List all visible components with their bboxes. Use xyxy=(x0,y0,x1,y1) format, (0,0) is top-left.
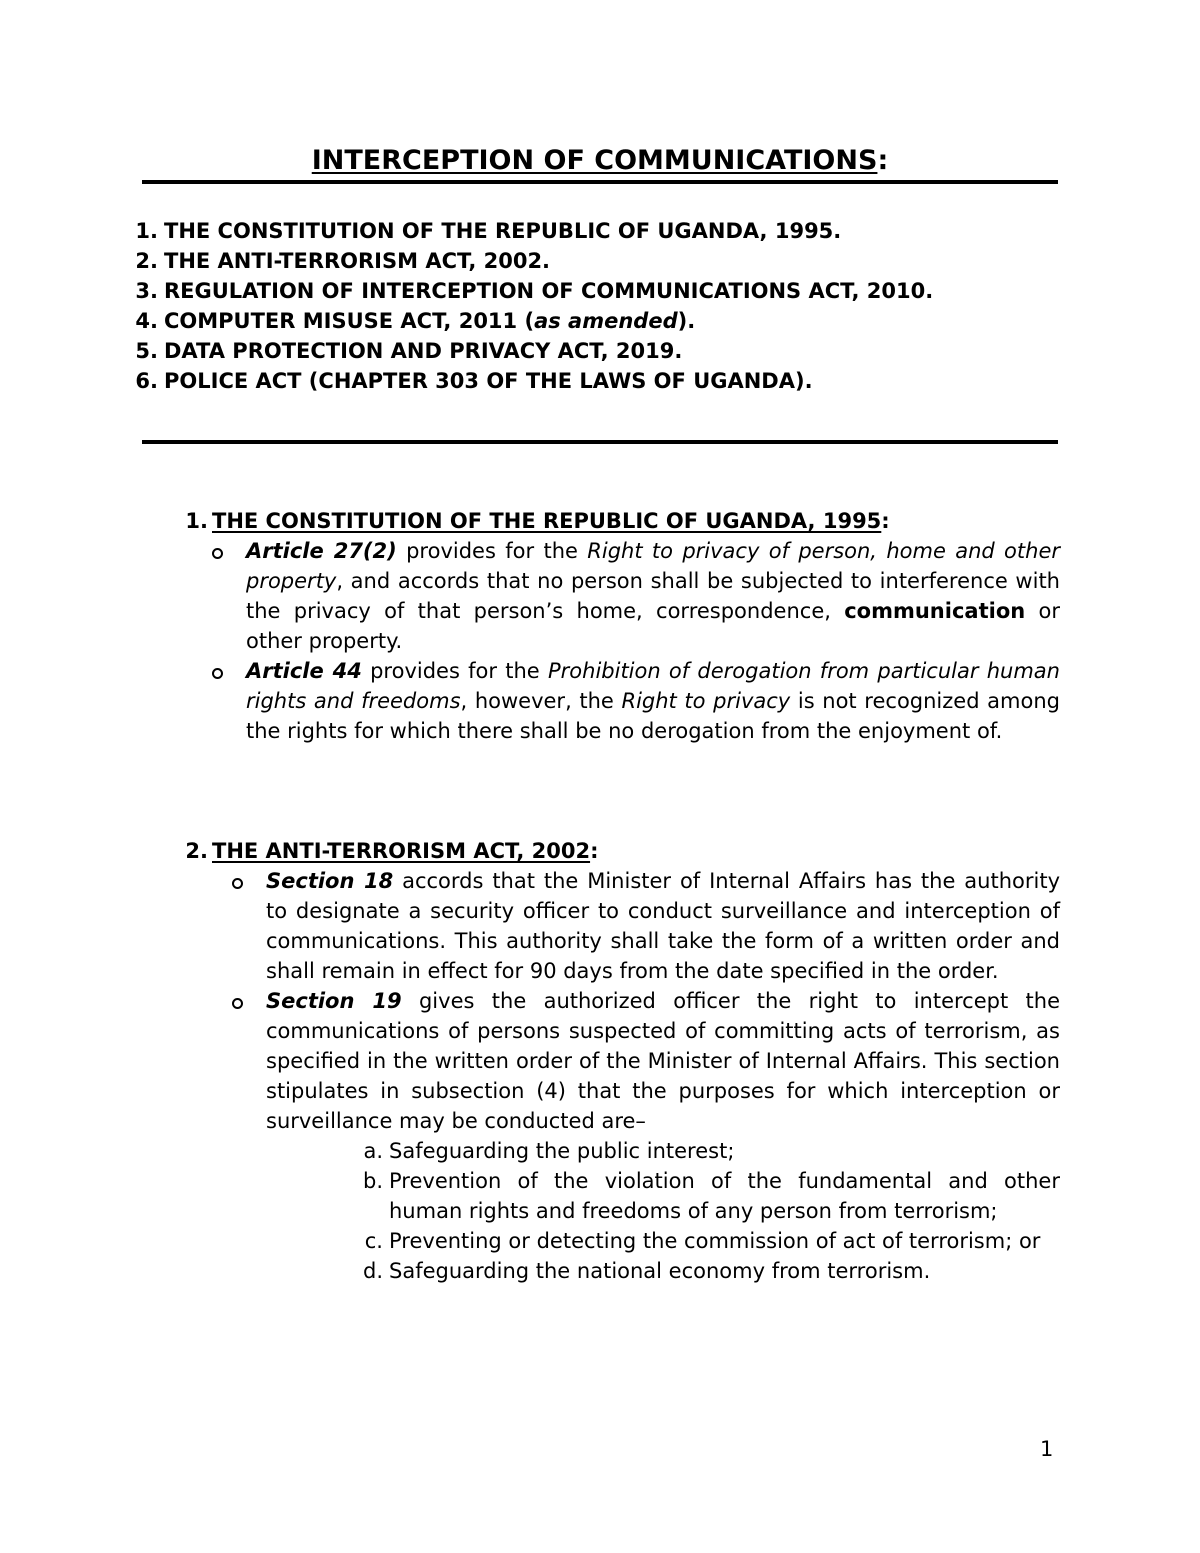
bullet-reference: Section 18 xyxy=(266,869,394,893)
act-list-item xyxy=(118,306,1078,336)
act-list-item xyxy=(118,276,1078,306)
bullet-text: accords that the Minister of Internal Affairs has the authority to designate a security officer to conduct surveillance and interception of communications. This authority shall take the form of a written order and shall remain in effect for 90 days from the date specified in the order. xyxy=(266,869,1060,983)
purpose-text: Preventing or detecting the commission of act of terrorism; or xyxy=(389,1229,1041,1253)
section-heading-colon: : xyxy=(881,509,890,533)
bullet-section-19 xyxy=(266,986,1060,1136)
bullet-text: is not recognized among the rights for which there shall be no derogation from the enjoyment of. xyxy=(246,689,1060,743)
section-anti-terrorism xyxy=(168,836,1060,1286)
act-list-text: POLICE ACT (CHAPTER 303 OF THE LAWS OF UGANDA). xyxy=(164,369,813,393)
purpose-item xyxy=(362,1256,1060,1286)
hollow-bullet-icon xyxy=(232,878,243,889)
page-title-text: INTERCEPTION OF COMMUNICATIONS xyxy=(311,145,878,176)
purpose-item xyxy=(364,1226,1060,1256)
act-list-item xyxy=(118,366,1078,396)
purpose-item xyxy=(362,1166,1060,1226)
act-list-item xyxy=(118,246,1078,276)
bullet-text: provides for the xyxy=(396,539,588,563)
act-list-text: THE CONSTITUTION OF THE REPUBLIC OF UGANDA, 1995. xyxy=(164,219,842,243)
bullet-text-italic: Right to privacy xyxy=(621,689,791,713)
section-number: 2. xyxy=(185,839,208,863)
purpose-text: Prevention of the violation of the fundamental and other human rights and freedoms of any person from terrorism; xyxy=(389,1169,1060,1223)
page-title xyxy=(142,142,1058,180)
act-list-text: DATA PROTECTION AND PRIVACY ACT, 2019. xyxy=(164,339,683,363)
section-heading-text: THE CONSTITUTION OF THE REPUBLIC OF UGANDA, 1995 xyxy=(212,509,882,533)
bullet-section-18 xyxy=(266,866,1060,986)
act-list-number: 1. xyxy=(135,219,158,243)
purposes-list xyxy=(362,1136,1060,1286)
purpose-letter: c. xyxy=(364,1229,383,1253)
top-rule xyxy=(142,180,1058,184)
section-heading xyxy=(168,836,1060,866)
bullet-reference: Article 27(2) xyxy=(246,539,397,563)
act-list-text: COMPUTER MISUSE ACT, 2011 ( xyxy=(164,309,535,333)
bullet-reference: Article 44 xyxy=(246,659,362,683)
act-list-text: REGULATION OF INTERCEPTION OF COMMUNICATIONS ACT, 2010. xyxy=(164,279,934,303)
purpose-letter: d. xyxy=(362,1259,383,1283)
section-heading-text: THE ANTI-TERRORISM ACT, 2002 xyxy=(212,839,591,863)
act-list-text: THE ANTI-TERRORISM ACT, 2002. xyxy=(164,249,551,273)
bullet-text: , and accords that no person shall be subjected to interference with the privacy of that person’s home, correspondence, xyxy=(246,569,1060,623)
hollow-bullet-icon xyxy=(212,548,223,559)
bullet-article-44 xyxy=(246,656,1060,746)
act-list-number: 6. xyxy=(135,369,158,393)
act-list-text-end: ). xyxy=(677,309,696,333)
act-list-number: 3. xyxy=(135,279,158,303)
bullet-text: , however, the xyxy=(460,689,622,713)
section-constitution xyxy=(168,506,1060,746)
purpose-text: Safeguarding the public interest; xyxy=(389,1139,735,1163)
purpose-letter: a. xyxy=(363,1139,383,1163)
separator-rule xyxy=(142,440,1058,444)
bullet-text-bold: communication xyxy=(844,599,1026,623)
bullet-article-27 xyxy=(246,536,1060,656)
act-list-number: 5. xyxy=(135,339,158,363)
bullet-reference: Section 19 xyxy=(266,989,402,1013)
page-number: 1 xyxy=(1040,1437,1054,1461)
section-heading-colon: : xyxy=(590,839,599,863)
bullet-text-italic: Right to privacy of person, home and other property xyxy=(246,539,1060,593)
bullet-text: provides for the xyxy=(361,659,548,683)
hollow-bullet-icon xyxy=(232,998,243,1009)
page-title-colon: : xyxy=(877,145,889,176)
act-list-number: 4. xyxy=(135,309,158,333)
section-number: 1. xyxy=(185,509,208,533)
act-list-item xyxy=(118,216,1078,246)
act-list-number: 2. xyxy=(135,249,158,273)
bullet-text-italic: Prohibition of derogation from particular human rights and freedoms xyxy=(246,659,1060,713)
bullet-text: gives the authorized officer the right to intercept the communications of persons suspected of committing acts of terrorism, as specified in the written order of the Minister of Internal Affairs. This section stipulates in subsection (4) that the purposes for which interception or surveillance may be conducted are– xyxy=(266,989,1061,1133)
act-list-text-italic: as amended xyxy=(534,309,678,333)
act-list-item xyxy=(118,336,1078,366)
section-heading xyxy=(168,506,1060,536)
act-list xyxy=(118,216,1078,396)
purpose-item xyxy=(363,1136,1060,1166)
hollow-bullet-icon xyxy=(212,668,223,679)
bullet-text: or other property. xyxy=(246,599,1060,653)
purpose-letter: b. xyxy=(362,1169,383,1193)
purpose-text: Safeguarding the national economy from terrorism. xyxy=(389,1259,931,1283)
